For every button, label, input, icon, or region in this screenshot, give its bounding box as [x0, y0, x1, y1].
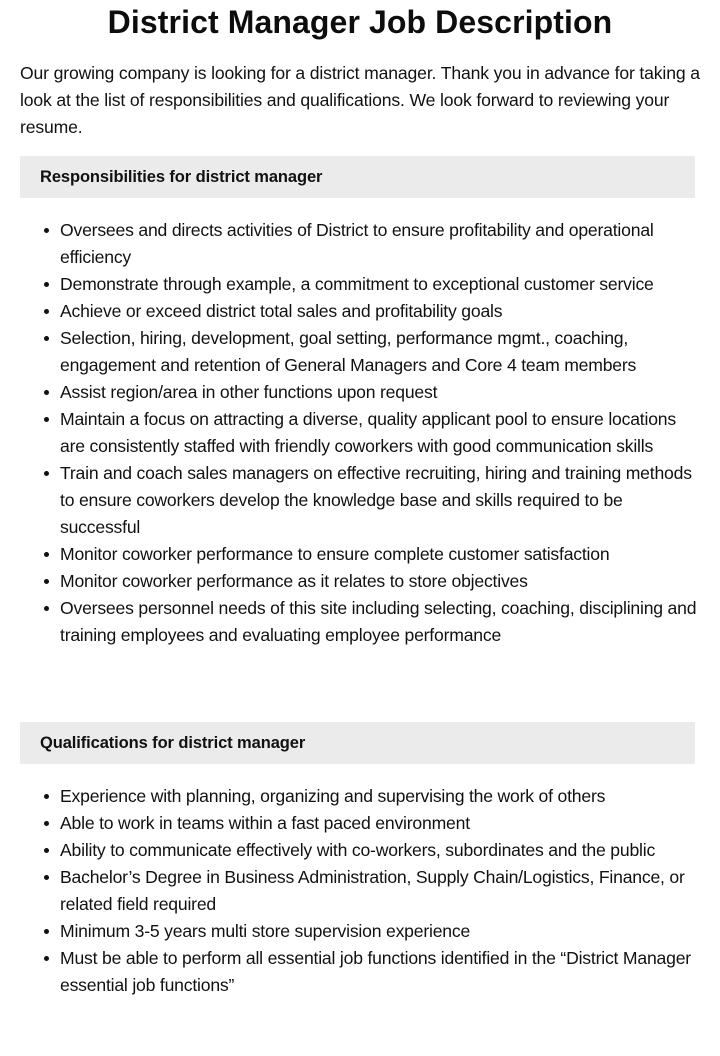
- list-item: [60, 541, 700, 568]
- list-item: [60, 945, 700, 999]
- bullet-icon: [44, 821, 49, 826]
- list-item-text: Assist region/area in other functions upon request: [60, 382, 438, 402]
- list-item-text: Must be able to perform all essential job functions identified in the “District Manager essential job functions”: [60, 948, 691, 995]
- bullet-icon: [44, 579, 49, 584]
- qualifications-list: [20, 783, 700, 999]
- list-item-text: Oversees personnel needs of this site including selecting, coaching, disciplining and training employees and evaluating employee performance: [60, 598, 697, 645]
- list-item-text: Experience with planning, organizing and supervising the work of others: [60, 786, 606, 806]
- list-item: [60, 810, 700, 837]
- bullet-icon: [44, 929, 49, 934]
- list-item: [60, 271, 700, 298]
- list-item: [60, 595, 700, 649]
- list-item-text: Demonstrate through example, a commitment to exceptional customer service: [60, 274, 654, 294]
- list-item-text: Oversees and directs activities of District to ensure profitability and operational efficiency: [60, 220, 654, 267]
- bullet-icon: [44, 794, 49, 799]
- bullet-icon: [44, 552, 49, 557]
- bullet-icon: [44, 606, 49, 611]
- list-item: [60, 298, 700, 325]
- list-item-text: Ability to communicate effectively with co-workers, subordinates and the public: [60, 840, 656, 860]
- intro-paragraph: Our growing company is looking for a district manager. Thank you in advance for taking a look at the list of responsibilities and qualifications. We look forward to reviewing your resume.: [20, 63, 700, 137]
- bullet-icon: [44, 875, 49, 880]
- list-item-text: Selection, hiring, development, goal setting, performance mgmt., coaching, engagement and retention of General Managers and Core 4 team members: [60, 328, 637, 375]
- list-item: [60, 406, 700, 460]
- bullet-icon: [44, 282, 49, 287]
- list-item: [60, 460, 700, 541]
- list-item-text: Minimum 3-5 years multi store supervision experience: [60, 921, 471, 941]
- list-item: [60, 918, 700, 945]
- list-item-text: Bachelor’s Degree in Business Administration, Supply Chain/Logistics, Finance, or related field required: [60, 867, 685, 914]
- list-item-text: Able to work in teams within a fast paced environment: [60, 813, 470, 833]
- responsibilities-list: [20, 217, 700, 649]
- list-item-text: Train and coach sales managers on effective recruiting, hiring and training methods to ensure coworkers develop the knowledge base and skills required to be successful: [60, 463, 692, 537]
- list-item: [60, 379, 700, 406]
- page-title: District Manager Job Description: [107, 4, 613, 40]
- list-item: [60, 325, 700, 379]
- bullet-icon: [44, 471, 49, 476]
- list-item: [60, 217, 700, 271]
- list-item: [60, 568, 700, 595]
- list-item-text: Monitor coworker performance as it relates to store objectives: [60, 571, 528, 591]
- bullet-icon: [44, 848, 49, 853]
- responsibilities-heading: Responsibilities for district manager: [20, 156, 695, 198]
- bullet-icon: [44, 309, 49, 314]
- bullet-icon: [44, 417, 49, 422]
- list-item: [60, 783, 700, 810]
- bullet-icon: [44, 956, 49, 961]
- list-item-text: Maintain a focus on attracting a diverse, quality applicant pool to ensure locations are consistently staffed with friendly coworkers with good communication skills: [60, 409, 676, 456]
- bullet-icon: [44, 228, 49, 233]
- list-item: [60, 837, 700, 864]
- bullet-icon: [44, 336, 49, 341]
- qualifications-heading: Qualifications for district manager: [20, 722, 695, 764]
- list-item-text: Monitor coworker performance to ensure complete customer satisfaction: [60, 544, 610, 564]
- list-item-text: Achieve or exceed district total sales and profitability goals: [60, 301, 503, 321]
- bullet-icon: [44, 390, 49, 395]
- list-item: [60, 864, 700, 918]
